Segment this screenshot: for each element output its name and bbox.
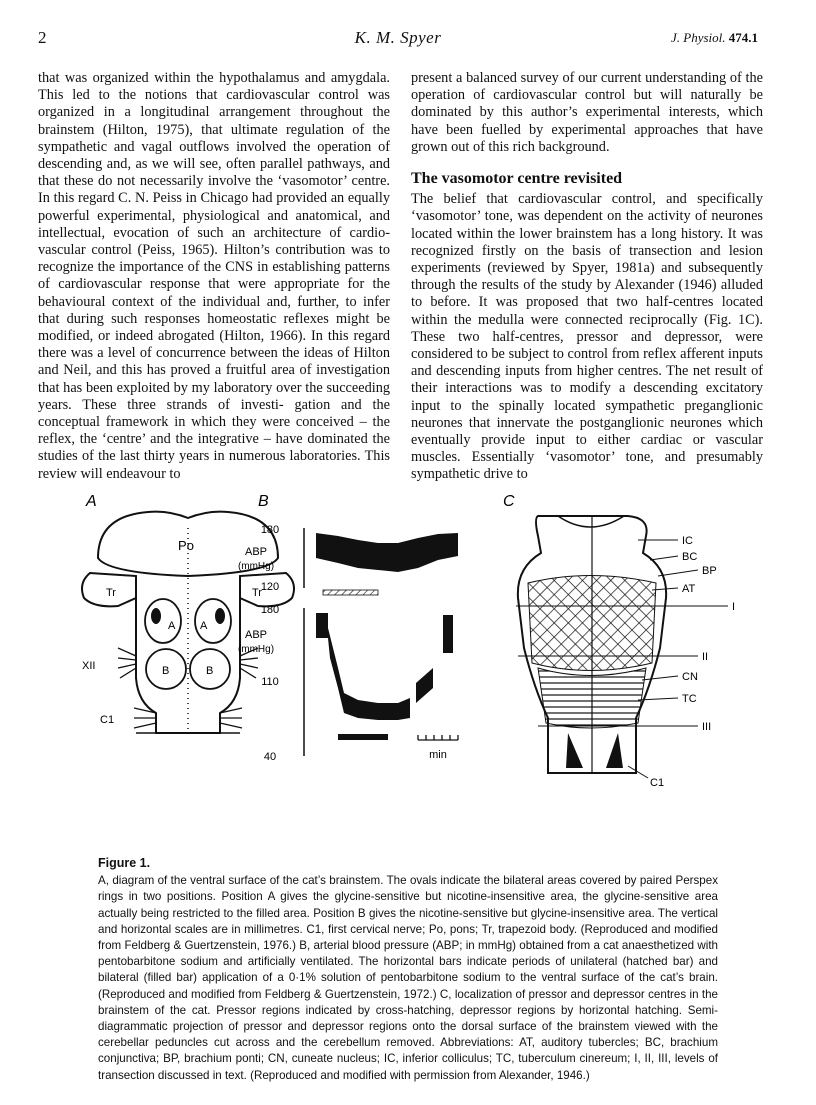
label-i: I	[732, 601, 736, 613]
panel-c	[503, 493, 735, 789]
label-cn: CN	[682, 671, 698, 683]
journal-reference	[671, 30, 758, 46]
glycine-area-left	[151, 608, 161, 624]
label-ic: IC	[682, 535, 693, 547]
panel-b-letter: B	[258, 493, 269, 510]
right-paragraph-main: The belief that cardiovascular control, and specifically ‘vasomotor’ tone, was dependent on the activity of neurones located within the lower brainstem has a long history. It was recognized firstly on the basis of transection and lesion experiments (reviewed by Spyer, 1981a) and subsequently through the results of the study by Alexander (1946) alluded to before. It was proposed that two half-centres located within the medulla were connected reciprocally (Fig. 1C). These two half-centres, pressor and depressor, were considered to be subject to control from reflex afferent inputs and descending inputs from higher centres. The net result of their interactions was to modify a descending excitatory input to the spinally located sympathetic preganglionic neurones that innervate the postganglionic neurones which eventually provide input to either cardiac or vascular muscles. Essentially ‘vasomotor’ tone, and presumably sympathetic drive to	[411, 191, 763, 483]
label-at: AT	[682, 583, 696, 595]
lower-y-mid: 110	[261, 676, 279, 688]
journal-name: J. Physiol.	[670, 30, 726, 45]
page-header	[38, 28, 758, 50]
filled-bar	[338, 734, 388, 740]
label-a-left: A	[168, 620, 176, 632]
label-bc: BC	[682, 551, 698, 563]
left-paragraph: that was organized within the hypothalamus and amygdala. This led to the notions that cardiovascular control was organized in a longitudinal arrangement throughout the brainstem (Hilton, 1975), that ultimate regulation of the sympathetic and vagal outflows involved the operation of descending and, as we will see, often parallel pathways, and that these do not necessarily involve the ‘vasomotor’ centre. In this regard C. N. Peiss in Chicago had provided an equally powerful experimental, physiological and anatomical, and intellectual, evocation of such an architecture of cardio- vascular control (Peiss, 1965). Hilton’s contribution was to recognize the importance of the CNS in establishing patterns of cardiovascular response that were appropriate for the behavioural context of the individual and, further, to infer that during such responses homeostatic reflexes might be modified, or indeed abrogated (Hilton, 1966). In this regard there was a level of concurrence between the ideas of Hilton and Neil, and this has proved a fruitful area of investigation that has been exploited by my laboratory over the succeeding years. These three strands of investi- gation and the conceptual framework in which they were conceived – the reflex, the ‘centre’ and the integrative – have dominated the studies of the last thirty years in numerous laboratories. This review will endeavour to	[38, 70, 390, 482]
label-tr-right: Tr	[252, 587, 262, 599]
lower-y-bottom: 40	[263, 751, 277, 763]
oval-a-left	[145, 599, 181, 643]
label-c1-a: C1	[100, 714, 115, 726]
lower-trace-drop	[316, 613, 410, 720]
label-po: Po	[178, 538, 194, 553]
left-column	[38, 70, 390, 483]
time-scale-label: min	[429, 749, 447, 761]
upper-trace	[316, 533, 458, 572]
label-xii: XII	[82, 660, 96, 672]
label-ii: II	[702, 651, 709, 663]
label-tc: TC	[682, 693, 697, 705]
label-a-right: A	[200, 620, 208, 632]
figure-caption	[98, 855, 718, 1084]
leader-bp	[658, 570, 698, 576]
lower-y-top: 180	[260, 604, 280, 616]
panel-c-letter: C	[503, 493, 515, 510]
caption-text: A, diagram of the ventral surface of the cat’s brainstem. The ovals indicate the bilateral areas covered by paired Perspex rings in two positions. Position A gives the glycine-sensitive but nicotine-insensitive area, the glycine-sensitive area actually being restricted to the filled area. Position B gives the nicotine-sensitive but glycine-insensitive area. The vertical and horizontal scales are in millimetres. C1, first cervical nerve; Po, pons; Tr, trapezoid body. (Reproduced and modified from Feldberg & Guertzenstein, 1976.) B, arterial blood pressure (ABP; in mmHg) obtained from a cat anaesthetized with pentobarbitone sodium and artificially ventilated. The horizontal bars indicate periods of unilateral (hatched bar) and bilateral (filled bar) application of a 0·1% solution of pentobarbitone sodium to the ventral surface of the cat’s brain. (Reproduced and modified from Feldberg & Guertzenstein, 1972.) C, localization of pressor and depressor centres in the brainstem of the cat. Pressor regions indicated by cross-hatching, depressor regions by horizontal hatching. Semi-diagrammatic projection of pressor and depressor regions onto the dorsal surface of the brainstem viewed with the cerebellar peduncles cut across and the cerebellum removed. Abbreviations: AT, auditory tubercles; BC, brachium conjunctiva; BP, brachium ponti; CN, cuneate nucleus; IC, inferior colliculus; TC, tuberculum cinereum; I, II, III, levels of transection discussed in text. (Reproduced and modified with permission from Alexander, 1946.)	[98, 874, 718, 1082]
caption-title: Figure 1.	[98, 856, 151, 870]
page-number: 2	[38, 28, 47, 47]
label-tr-left: Tr	[106, 587, 116, 599]
label-iii: III	[702, 721, 712, 733]
journal-volume: 474.1	[728, 30, 758, 45]
lower-trace-recovery	[416, 668, 433, 703]
glycine-area-right	[215, 608, 225, 624]
panel-b	[238, 493, 458, 763]
label-c1-c: C1	[650, 777, 665, 789]
label-b-left: B	[162, 665, 170, 677]
hatched-bar	[323, 590, 378, 595]
label-bp: BP	[702, 565, 717, 577]
running-title: K. M. Spyer	[354, 28, 442, 47]
upper-ylabel-2: (mmHg)	[237, 561, 275, 572]
lower-ylabel-1: ABP	[244, 629, 268, 641]
upper-y-top: 180	[260, 524, 280, 536]
panel-a-letter: A	[86, 493, 97, 510]
lower-ylabel-2: (mmHg)	[237, 644, 275, 655]
upper-y-bottom: 120	[260, 581, 280, 593]
section-heading: The vasomotor centre revisited	[411, 170, 623, 188]
lower-trace-end	[443, 615, 453, 653]
leader-bc	[650, 556, 678, 560]
upper-ylabel-1: ABP	[244, 546, 268, 558]
nerve-xii-roots	[118, 648, 136, 678]
label-b-right: B	[206, 665, 214, 677]
figure-panels	[38, 488, 778, 848]
right-column	[411, 70, 763, 484]
right-paragraph-top: present a balanced survey of our current understanding of the operation of cardiovascular control but will naturally be dominated by this author’s experimental interests, which have been fuelled by experimental approaches that have grown out of this rich background.	[411, 70, 763, 155]
time-scale-bar	[418, 735, 458, 740]
